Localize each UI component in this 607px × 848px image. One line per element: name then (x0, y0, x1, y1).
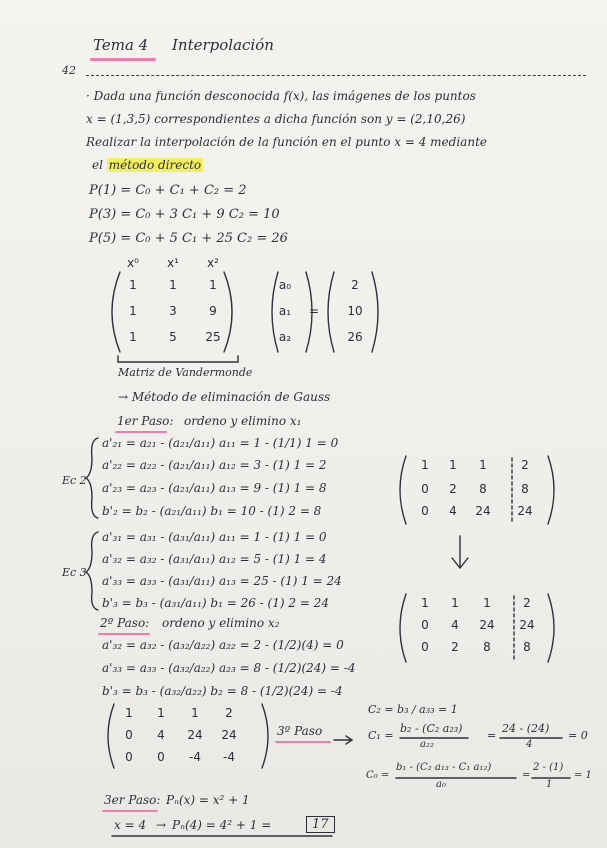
unknown-cell: a₁ (278, 304, 292, 318)
m3-cell: 0 (157, 750, 165, 764)
ec2-line: b'₂ = b₂ - (a₂₁/a₁₁) b₁ = 10 - (1) 2 = 8 (102, 504, 322, 518)
equals-sign: = (308, 304, 320, 318)
topic-title: Tema 4 (93, 36, 149, 54)
rhs-right-paren (372, 272, 378, 352)
m2-cell: 8 (523, 640, 531, 654)
step1-label: 1er Paso: (117, 414, 174, 428)
vm-underbrace (118, 356, 238, 362)
m3-cell: 24 (221, 728, 237, 742)
m3-cell: -4 (223, 750, 235, 764)
m1-cell: 0 (421, 482, 429, 496)
m2-cell: 1 (421, 596, 429, 610)
vm-cell: 5 (169, 330, 177, 344)
m2-cell: 0 (421, 640, 429, 654)
m2-right-paren (548, 594, 554, 662)
vm-cell: 1 (129, 304, 137, 318)
m1-cell: 2 (449, 482, 457, 496)
m2-cell: 1 (451, 596, 459, 610)
c0-result-denominator: 1 (546, 779, 553, 790)
step3-label: 3º Paso (277, 724, 323, 738)
vm-right-paren (224, 272, 232, 352)
statement-line-4-prefix: el (92, 158, 103, 172)
c0-denominator: a₀ (436, 779, 446, 790)
rhs-cell: 10 (347, 304, 363, 318)
vm-cell: 1 (129, 278, 137, 292)
ec3-label: Ec 3 (62, 566, 87, 579)
unknown-left-paren (272, 272, 278, 352)
statement-line-1: · Dada una función desconocida f(x), las imágenes de los puntos (86, 89, 476, 103)
vm-cell: 1 (169, 278, 177, 292)
vm-cell: 1 (129, 330, 137, 344)
c1-result: = 0 (568, 729, 588, 742)
m3-cell: 1 (191, 706, 199, 720)
final-result: 17 (306, 816, 335, 833)
m2-cell: 0 (421, 618, 429, 632)
problem-number: 42 (62, 64, 76, 77)
vm-cell: 1 (209, 278, 217, 292)
c0-label: C₀ = (366, 770, 390, 781)
unknown-right-paren (306, 272, 312, 352)
vm-cell: 3 (169, 304, 177, 318)
step2-line: b'₃ = b₃ - (a₃₂/a₂₂) b₂ = 8 - (1/2)(24) = -4 (102, 684, 343, 698)
m1-cell: 2 (521, 458, 529, 472)
step2-line: a'₃₂ = a₃₂ - (a₃₂/a₂₂) a₂₂ = 2 - (1/2)(4) = 0 (102, 638, 344, 652)
rhs-left-paren (328, 272, 334, 352)
step2-text: ordeno y elimino x₂ (162, 616, 280, 630)
equation-p3: P(3) = C₀ + 3 C₁ + 9 C₂ = 10 (89, 207, 280, 222)
c1-numerator: b₂ - (C₂ a₂₃) (400, 722, 463, 735)
statement-line-2: x = (1,3,5) correspondientes a dicha función son y = (2,10,26) (86, 112, 466, 126)
unknown-cell: a₂ (278, 330, 292, 344)
m3-cell: 1 (125, 706, 133, 720)
power-label-0: x⁰ (127, 256, 139, 270)
gauss-heading: → Método de eliminación de Gauss (118, 390, 331, 404)
m1-left-paren (400, 456, 406, 524)
step3-arrow (334, 736, 352, 744)
c1-equals: = (487, 729, 497, 742)
final-x-value: x = 4 (114, 818, 147, 832)
c1-label: C₁ = (368, 729, 394, 742)
m2-left-paren (400, 594, 406, 662)
power-label-1: x¹ (167, 256, 179, 270)
ec2-line: a'₂₂ = a₂₂ - (a₂₁/a₁₁) a₁₂ = 3 - (1) 1 = 2 (102, 458, 327, 472)
m1-cell: 24 (475, 504, 491, 518)
m2-cell: 2 (451, 640, 459, 654)
c0-result-numerator: 2 - (1) (533, 762, 564, 773)
final-polynomial: Pₙ(x) = x² + 1 (166, 793, 250, 807)
final-evaluation: Pₙ(4) = 4² + 1 = (172, 818, 272, 832)
down-arrow (452, 536, 468, 568)
ec2-line: a'₂₁ = a₂₁ - (a₂₁/a₁₁) a₁₁ = 1 - (1/1) 1 = 0 (102, 436, 339, 450)
ec3-brace (86, 532, 98, 610)
rhs-cell: 2 (351, 278, 359, 292)
m3-cell: 2 (225, 706, 233, 720)
m2-cell: 24 (519, 618, 535, 632)
step2-line: a'₃₃ = a₃₃ - (a₃₂/a₂₂) a₂₃ = 8 - (1/2)(24) = -4 (102, 661, 356, 675)
ec3-line: a'₃₂ = a₃₂ - (a₃₁/a₁₁) a₁₂ = 5 - (1) 1 = 4 (102, 552, 327, 566)
ec3-line: b'₃ = b₃ - (a₃₁/a₁₁) b₁ = 26 - (1) 2 = 24 (102, 596, 329, 610)
step1-text: ordeno y elimino x₁ (184, 414, 302, 428)
c2-formula: C₂ = b₃ / a₃₃ = 1 (368, 703, 458, 716)
m1-cell: 1 (479, 458, 487, 472)
m2-cell: 1 (483, 596, 491, 610)
c0-numerator: b₁ - (C₂ a₁₃ - C₁ a₁₂) (396, 762, 492, 773)
m2-cell: 24 (479, 618, 495, 632)
m1-cell: 4 (449, 504, 457, 518)
equation-p1: P(1) = C₀ + C₁ + C₂ = 2 (89, 183, 247, 198)
m1-cell: 8 (521, 482, 529, 496)
step2-label: 2º Paso: (100, 616, 150, 630)
m1-cell: 0 (421, 504, 429, 518)
power-label-2: x² (207, 256, 219, 270)
c0-equals: = (522, 770, 531, 781)
m3-cell: 0 (125, 750, 133, 764)
m3-cell: 1 (157, 706, 165, 720)
m2-cell: 4 (451, 618, 459, 632)
rhs-cell: 26 (347, 330, 363, 344)
equation-p5: P(5) = C₀ + 5 C₁ + 25 C₂ = 26 (89, 231, 288, 246)
c1-result-denominator: 4 (526, 739, 533, 750)
final-arrow: → (156, 818, 167, 832)
m3-cell: 24 (187, 728, 203, 742)
m1-cell: 1 (449, 458, 457, 472)
topic-subtitle: Interpolación (172, 36, 274, 54)
ec3-line: a'₃₃ = a₃₃ - (a₃₁/a₁₁) a₁₃ = 25 - (1) 1 = 24 (102, 574, 342, 588)
c1-denominator: a₂₂ (420, 739, 434, 750)
m1-right-paren (548, 456, 554, 524)
m3-left-paren (108, 704, 114, 768)
m1-cell: 1 (421, 458, 429, 472)
ec2-label: Ec 2 (62, 474, 87, 487)
final-step-label: 3er Paso: (104, 793, 161, 807)
vandermonde-label: Matriz de Vandermonde (118, 366, 253, 379)
statement-line-3: Realizar la interpolación de la función en el punto x = 4 mediante (86, 135, 487, 149)
vm-cell: 9 (209, 304, 217, 318)
ec2-brace (86, 438, 98, 518)
m3-cell: -4 (189, 750, 201, 764)
c0-result: = 1 (574, 770, 592, 781)
vm-left-paren (112, 272, 120, 352)
c1-result-numerator: 24 - (24) (502, 722, 550, 735)
m3-cell: 0 (125, 728, 133, 742)
highlighted-method: método directo (108, 158, 202, 172)
m2-cell: 8 (483, 640, 491, 654)
unknown-cell: a₀ (278, 278, 292, 292)
ec2-line: a'₂₃ = a₂₃ - (a₂₁/a₁₁) a₁₃ = 9 - (1) 1 = 8 (102, 481, 327, 495)
vm-cell: 25 (205, 330, 221, 344)
m2-cell: 2 (523, 596, 531, 610)
ec3-line: a'₃₁ = a₃₁ - (a₃₁/a₁₁) a₁₁ = 1 - (1) 1 = 0 (102, 530, 327, 544)
m3-right-paren (262, 704, 268, 768)
m3-cell: 4 (157, 728, 165, 742)
m1-cell: 8 (479, 482, 487, 496)
m1-cell: 24 (517, 504, 533, 518)
